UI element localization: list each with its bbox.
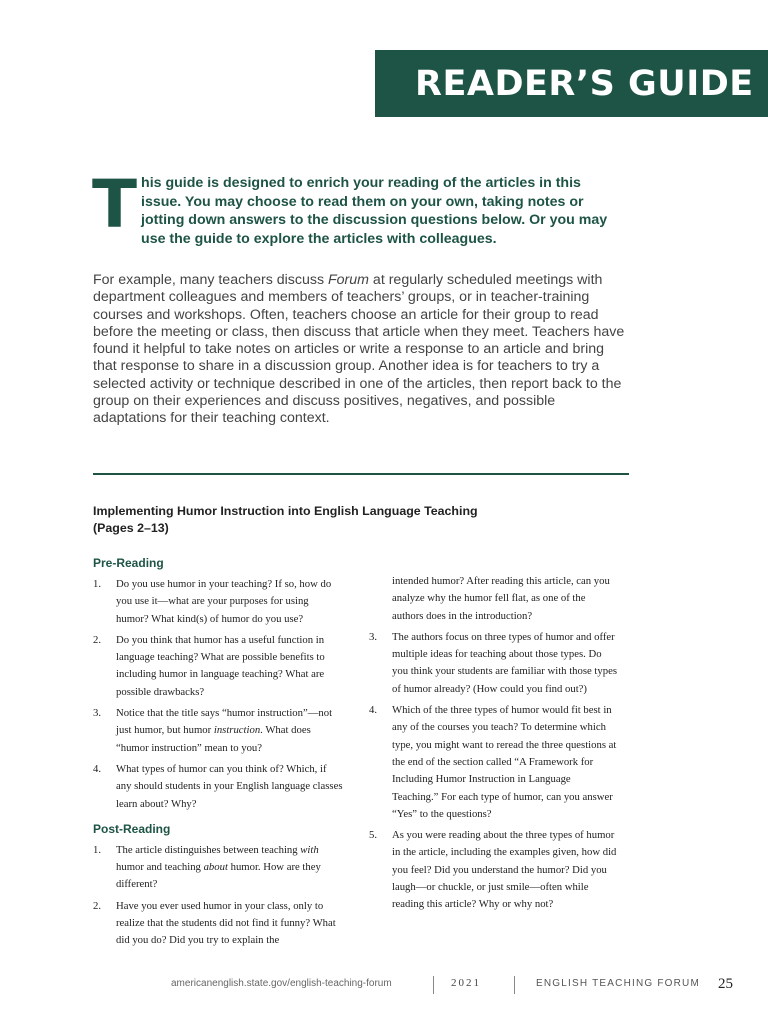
question-number: 4. [93, 762, 102, 775]
pre-reading-question [93, 632, 343, 701]
question-text [116, 842, 343, 894]
question-number: 1. [93, 843, 102, 856]
question-number: 2. [93, 899, 102, 912]
instruction-italic: instruction [213, 724, 261, 737]
footer-year: 2021 [451, 977, 481, 989]
post-reading-question [369, 827, 619, 913]
left-column [93, 555, 343, 954]
footer-divider [514, 976, 515, 994]
question-number: 3. [93, 707, 102, 720]
article-pages: (Pages 2–13) [93, 521, 169, 535]
article-title: Implementing Humor Instruction into English Language Teaching [93, 504, 478, 518]
post-reading-question [369, 702, 619, 823]
readers-guide-banner [375, 50, 768, 117]
question-text: The authors focus on three types of humor and offer multiple ideas for teaching about those types. Do you think your students are familiar with those types of humor already? (How could you find out?) [392, 630, 617, 695]
question-number: 5. [369, 829, 378, 842]
question-text-part: The article distinguishes between teaching [116, 843, 301, 856]
drop-cap: T [92, 166, 138, 243]
page-footer [0, 977, 768, 993]
question-text: As you were reading about the three types of humor in the article, including the examples given, how did you feel? Did you understand the humor? Did you laugh—or chuckle, or just smile—often while reading this article? Why or why not? [392, 829, 617, 911]
question-text-start: Notice that the title says “humor instruction”—not just humor, but humor [116, 707, 333, 737]
question-text: What types of humor can you think of? Which, if any should students in your English language classes learn about? Why? [116, 762, 343, 810]
question-number: 3. [369, 630, 378, 643]
footer-journal-name: ENGLISH TEACHING FORUM [536, 978, 701, 989]
footer-divider [433, 976, 434, 994]
banner-title: READER’S GUIDE [415, 63, 754, 104]
right-column [369, 573, 619, 918]
question-number: 1. [93, 578, 102, 590]
question-text-part: humor. How are they different? [116, 861, 321, 891]
question-number: 2. [93, 633, 102, 646]
intro-text: his guide is designed to enrich your reading of the articles in this issue. You may choose to read them on your own, taking notes or jotting down answers to the discussion questions below. Or you may use the guide to explore the articles with colleagues. [141, 175, 608, 247]
question-continuation: intended humor? After reading this article, can you analyze why the humor fell flat, as one of the authors does in the introduction? [392, 575, 610, 622]
section-divider [93, 473, 629, 475]
question-number: 4. [369, 704, 378, 717]
post-reading-question [93, 842, 343, 894]
question-text: Which of the three types of humor would fit best in any of the courses you teach? To determine which type, you might want to reread the three questions at the end of the section called “A Framework for Including Humor Instruction in Language Teaching.” For each type of humor, can you answer “Yes” to the questions? [392, 704, 617, 820]
pre-reading-question [93, 761, 343, 813]
post-reading-question [93, 898, 343, 950]
footer-url[interactable]: americanenglish.state.gov/english-teaching-forum [171, 978, 392, 989]
question-text [116, 705, 343, 757]
question-text-end: . What does “humor instruction” mean to you? [116, 724, 311, 754]
post-reading-question [369, 629, 619, 698]
forum-italic: Forum [327, 272, 369, 288]
article-heading [93, 503, 533, 537]
intro-paragraph [92, 166, 613, 248]
with-italic: with [300, 843, 319, 856]
pre-reading-question [93, 705, 343, 757]
body-text-start: For example, many teachers discuss [93, 272, 328, 288]
page-number: 25 [718, 976, 733, 992]
question-text-part: humor and teaching [116, 861, 204, 874]
pre-reading-question [93, 576, 343, 628]
question-text: Do you use humor in your teaching? If so, how do you use it—what are your purposes for using humor? What kind(s) of humor do you use? [116, 578, 332, 625]
post-reading-heading: Post-Reading [93, 821, 171, 836]
question-text: Do you think that humor has a useful function in language teaching? What are possible benefits to including humor in language teaching? What are possible drawbacks? [116, 633, 325, 698]
pre-reading-heading: Pre-Reading [93, 556, 164, 570]
about-italic: about [203, 861, 228, 874]
question-text: Have you ever used humor in your class, only to realize that the students did not find it funny? What did you do? Did you try to explain the [116, 899, 336, 947]
body-text-end: at regularly scheduled meetings with department colleagues and members of teachers’ groups, or in teacher-training courses and workshops. Often, teachers choose an article for their group to read before the meeting or class, then discuss that article when they meet. Teachers have found it helpful to take notes on articles or write a response to an article and bring that response to share in a discussion group. Another idea is for teachers to try a selected activity or technique described in one of the articles, then report back to the group on their experiences and discuss positives, negatives, and possible adaptations for their teaching context. [93, 272, 625, 427]
body-paragraph [93, 272, 628, 428]
